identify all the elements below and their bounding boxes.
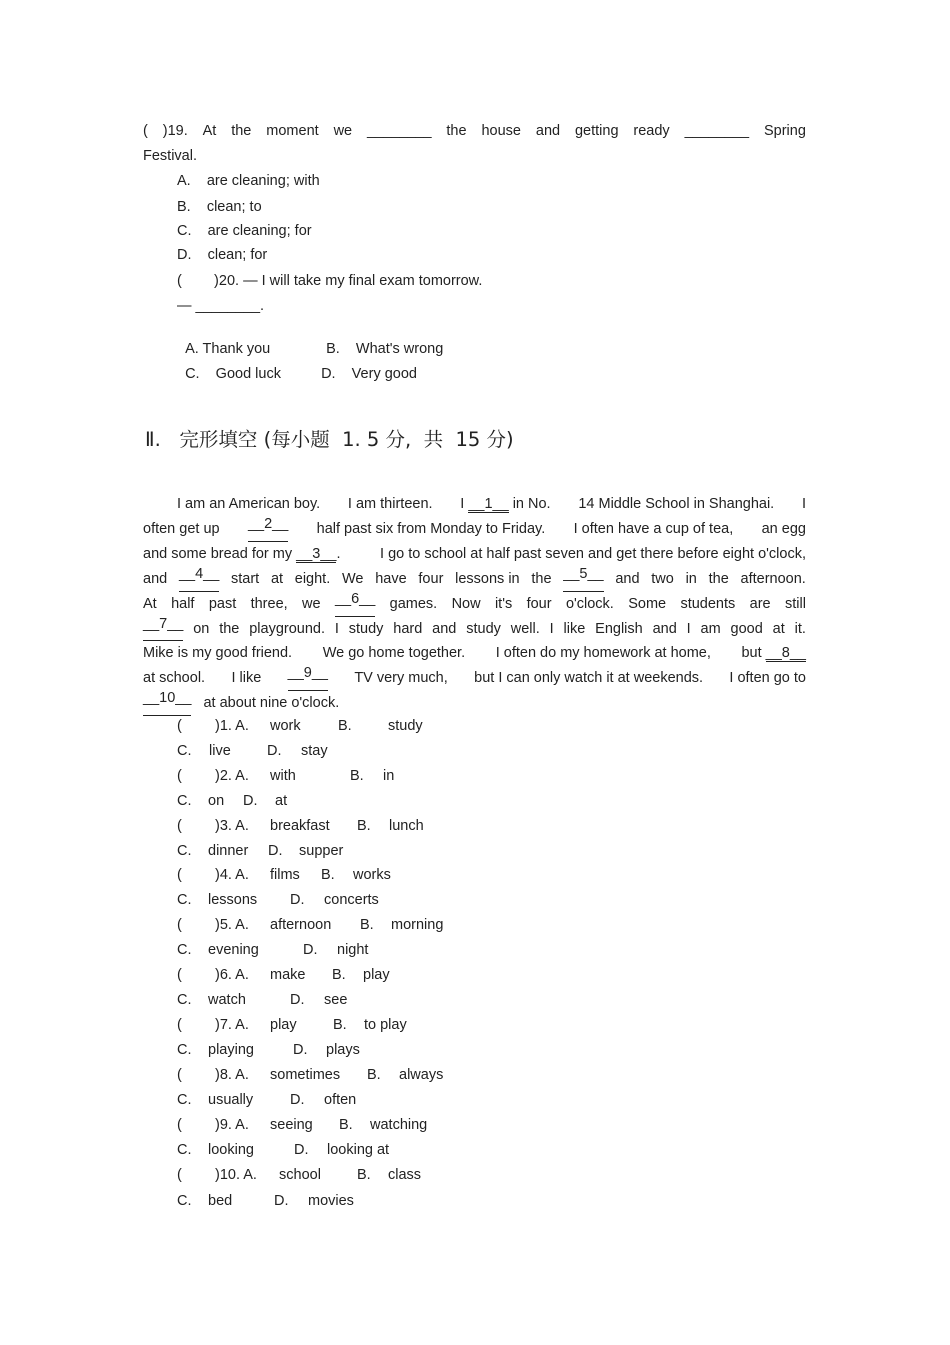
passage-text: I often have a cup of tea, xyxy=(573,520,734,537)
q19-seg: ready xyxy=(633,123,670,139)
blank-3: __3__ xyxy=(296,545,337,562)
option-text: playing xyxy=(208,1042,254,1058)
option-text: looking xyxy=(208,1142,254,1158)
passage-text: often get up xyxy=(143,520,220,537)
q19-option-b: B. clean; to xyxy=(177,199,262,215)
option-text: play xyxy=(270,1017,297,1033)
option-text: B. xyxy=(357,818,371,834)
passage-line: __7__ on the playground. I study hard and study well. I like English and I am good at it. xyxy=(143,617,806,642)
option-text: D. xyxy=(268,843,283,859)
option-text: always xyxy=(399,1067,444,1083)
option-text: plays xyxy=(326,1042,360,1058)
option-text: D. xyxy=(290,992,305,1008)
option-text: sometimes xyxy=(270,1067,341,1083)
option-text: D. xyxy=(243,793,258,809)
option-text: play xyxy=(363,967,390,983)
passage-text: half past six from Monday to Friday. xyxy=(316,520,546,537)
option-text: see xyxy=(324,992,348,1008)
option-text: D. xyxy=(290,892,305,908)
q20-option-d: D. Very good xyxy=(321,366,417,382)
option-text: B. xyxy=(350,768,364,784)
q19-seg: ( xyxy=(143,123,148,139)
option-text: )7. A. xyxy=(215,1017,249,1033)
answer-paren: ( xyxy=(177,1067,182,1083)
q19-blank: ________ xyxy=(684,123,750,139)
answer-paren: ( xyxy=(177,967,182,983)
blank-9: __9__ xyxy=(288,666,328,691)
q19-option-a: A. are cleaning; with xyxy=(177,173,320,189)
section-heading: Ⅱ. 完形填空 (每小题 1. 5 分, 共 15 分) xyxy=(145,428,514,451)
option-text: at xyxy=(275,793,288,809)
answer-paren: ( xyxy=(177,1167,182,1183)
option-text: morning xyxy=(391,917,444,933)
option-text: supper xyxy=(299,843,344,859)
option-text: C. xyxy=(177,1042,192,1058)
passage-line: __10__ at about nine o'clock. xyxy=(143,691,806,716)
blank-8: __8__ xyxy=(765,645,806,662)
q19-seg: moment xyxy=(266,123,319,139)
blank-1: __1__ xyxy=(468,496,509,512)
option-text: films xyxy=(270,867,300,883)
option-text: C. xyxy=(177,1142,192,1158)
passage-text: 14 Middle School in Shanghai. xyxy=(578,496,775,512)
blank-4: __4__ xyxy=(179,567,219,592)
option-text: D. xyxy=(290,1092,305,1108)
option-text: )5. A. xyxy=(215,917,249,933)
option-text: )9. A. xyxy=(215,1117,249,1133)
option-text: lunch xyxy=(389,818,424,834)
q19-option-d: D. clean; for xyxy=(177,247,268,263)
option-text: C. xyxy=(177,743,192,759)
blank-7: __7__ xyxy=(143,617,183,642)
option-text: D. xyxy=(294,1142,309,1158)
option-text: often xyxy=(324,1092,357,1108)
option-text: D. xyxy=(274,1193,289,1209)
q20-stem: ( )20. — I will take my final exam tomorrow. xyxy=(177,273,483,289)
passage-line: At half past three, we __6__ games. Now it's four o'clock. Some students are still xyxy=(143,592,806,617)
option-text: )3. A. xyxy=(215,818,249,834)
passage-line xyxy=(143,542,806,567)
option-text: concerts xyxy=(324,892,379,908)
blank-10: __10__ xyxy=(143,691,191,716)
option-text: D. xyxy=(267,743,282,759)
q19-cont: Festival. xyxy=(143,148,197,164)
option-text: night xyxy=(337,942,369,958)
option-text: B. xyxy=(360,917,374,933)
option-text: C. xyxy=(177,992,192,1008)
q19-seg: the xyxy=(446,123,467,139)
option-text: movies xyxy=(308,1193,354,1209)
option-text: lessons xyxy=(208,892,258,908)
option-text: )8. A. xyxy=(215,1067,249,1083)
passage-text: I __1__ in No. xyxy=(460,496,551,512)
option-text: B. xyxy=(321,867,335,883)
option-text: breakfast xyxy=(270,818,330,834)
option-text: bed xyxy=(208,1193,233,1209)
cloze-passage xyxy=(143,492,806,716)
option-text: afternoon xyxy=(270,917,332,933)
option-text: )10. A. xyxy=(215,1167,257,1183)
q20-option-c: C. Good luck xyxy=(185,366,281,382)
option-text: with xyxy=(270,768,296,784)
option-text: looking at xyxy=(327,1142,390,1158)
option-text: make xyxy=(270,967,306,983)
option-text: to play xyxy=(364,1017,407,1033)
q19-seg: house xyxy=(481,123,521,139)
option-text: )2. A. xyxy=(215,768,249,784)
answer-paren: ( xyxy=(177,1117,182,1133)
option-text: school xyxy=(279,1167,321,1183)
q19-blank: ________ xyxy=(367,123,432,139)
blank-5: __5__ xyxy=(563,567,603,592)
passage-line xyxy=(143,517,806,542)
answer-paren: ( xyxy=(177,818,182,834)
option-text: )4. A. xyxy=(215,867,249,883)
q20-option-a: A. Thank you xyxy=(185,341,271,357)
option-text: class xyxy=(388,1167,422,1183)
answer-paren: ( xyxy=(177,718,182,734)
option-text: in xyxy=(383,768,395,784)
option-text: stay xyxy=(301,743,328,759)
q19-seg: we xyxy=(333,123,353,139)
q19-seg: Spring xyxy=(763,123,806,139)
option-text: C. xyxy=(177,793,192,809)
answer-paren: ( xyxy=(177,867,182,883)
option-text: seeing xyxy=(270,1117,313,1133)
passage-text: and some bread for my __3__. xyxy=(143,545,341,562)
q19-seg: the xyxy=(231,123,252,139)
option-text: C. xyxy=(177,843,192,859)
option-text: )1. A. xyxy=(215,718,249,734)
option-text: B. xyxy=(339,1117,353,1133)
q20-reply: — ________. xyxy=(177,298,265,314)
option-text: B. xyxy=(338,718,352,734)
answer-paren: ( xyxy=(177,1017,182,1033)
option-text: watch xyxy=(208,992,246,1008)
passage-text: an egg xyxy=(761,520,806,537)
blank-6: __6__ xyxy=(335,592,375,617)
passage-line: at school. I like __9__ TV very much, but I can only watch it at weekends. I often go to xyxy=(143,666,806,691)
q19-option-c: C. are cleaning; for xyxy=(177,223,312,239)
option-text: B. xyxy=(367,1067,381,1083)
option-text: works xyxy=(353,867,391,883)
option-text: C. xyxy=(177,892,192,908)
answer-paren: ( xyxy=(177,768,182,784)
option-text: usually xyxy=(208,1092,254,1108)
blank-2: __2__ xyxy=(248,517,288,542)
q19-seg: )19. xyxy=(162,123,188,139)
option-text: D. xyxy=(303,942,318,958)
option-text: on xyxy=(208,793,225,809)
q19-seg: At xyxy=(202,123,217,139)
option-text: C. xyxy=(177,942,192,958)
option-text: evening xyxy=(208,942,259,958)
passage-text: I am thirteen. xyxy=(347,496,433,512)
q20-options-cd xyxy=(177,347,417,383)
option-text: C. xyxy=(177,1092,192,1108)
option-text: work xyxy=(270,718,301,734)
passage-text: I go to school at half past seven and get there before eight o'clock, xyxy=(380,545,806,562)
option-text: B. xyxy=(333,1017,347,1033)
passage-text: I xyxy=(801,496,806,512)
option-text: B. xyxy=(357,1167,371,1183)
passage-line xyxy=(143,492,806,517)
option-text: C. xyxy=(177,1193,192,1209)
option-text: study xyxy=(388,718,423,734)
answer-paren: ( xyxy=(177,917,182,933)
option-text: live xyxy=(209,743,231,759)
q20-option-b: B. What's wrong xyxy=(326,341,444,357)
option-text: )6. A. xyxy=(215,967,249,983)
option-text: B. xyxy=(332,967,346,983)
option-text: dinner xyxy=(208,843,249,859)
q19-stem xyxy=(143,122,806,165)
passage-line: Mike is my good friend. We go home together. I often do my homework at home, but __8__ xyxy=(143,645,806,662)
option-text: watching xyxy=(370,1117,428,1133)
option-text: D. xyxy=(293,1042,308,1058)
passage-text: I am an American boy. xyxy=(177,496,321,512)
q19-seg: and xyxy=(535,123,561,139)
passage-line: and __4__ start at eight. We have four lessons in the __5__ and two in the afternoon. xyxy=(143,567,806,592)
q19-seg: getting xyxy=(574,123,619,139)
